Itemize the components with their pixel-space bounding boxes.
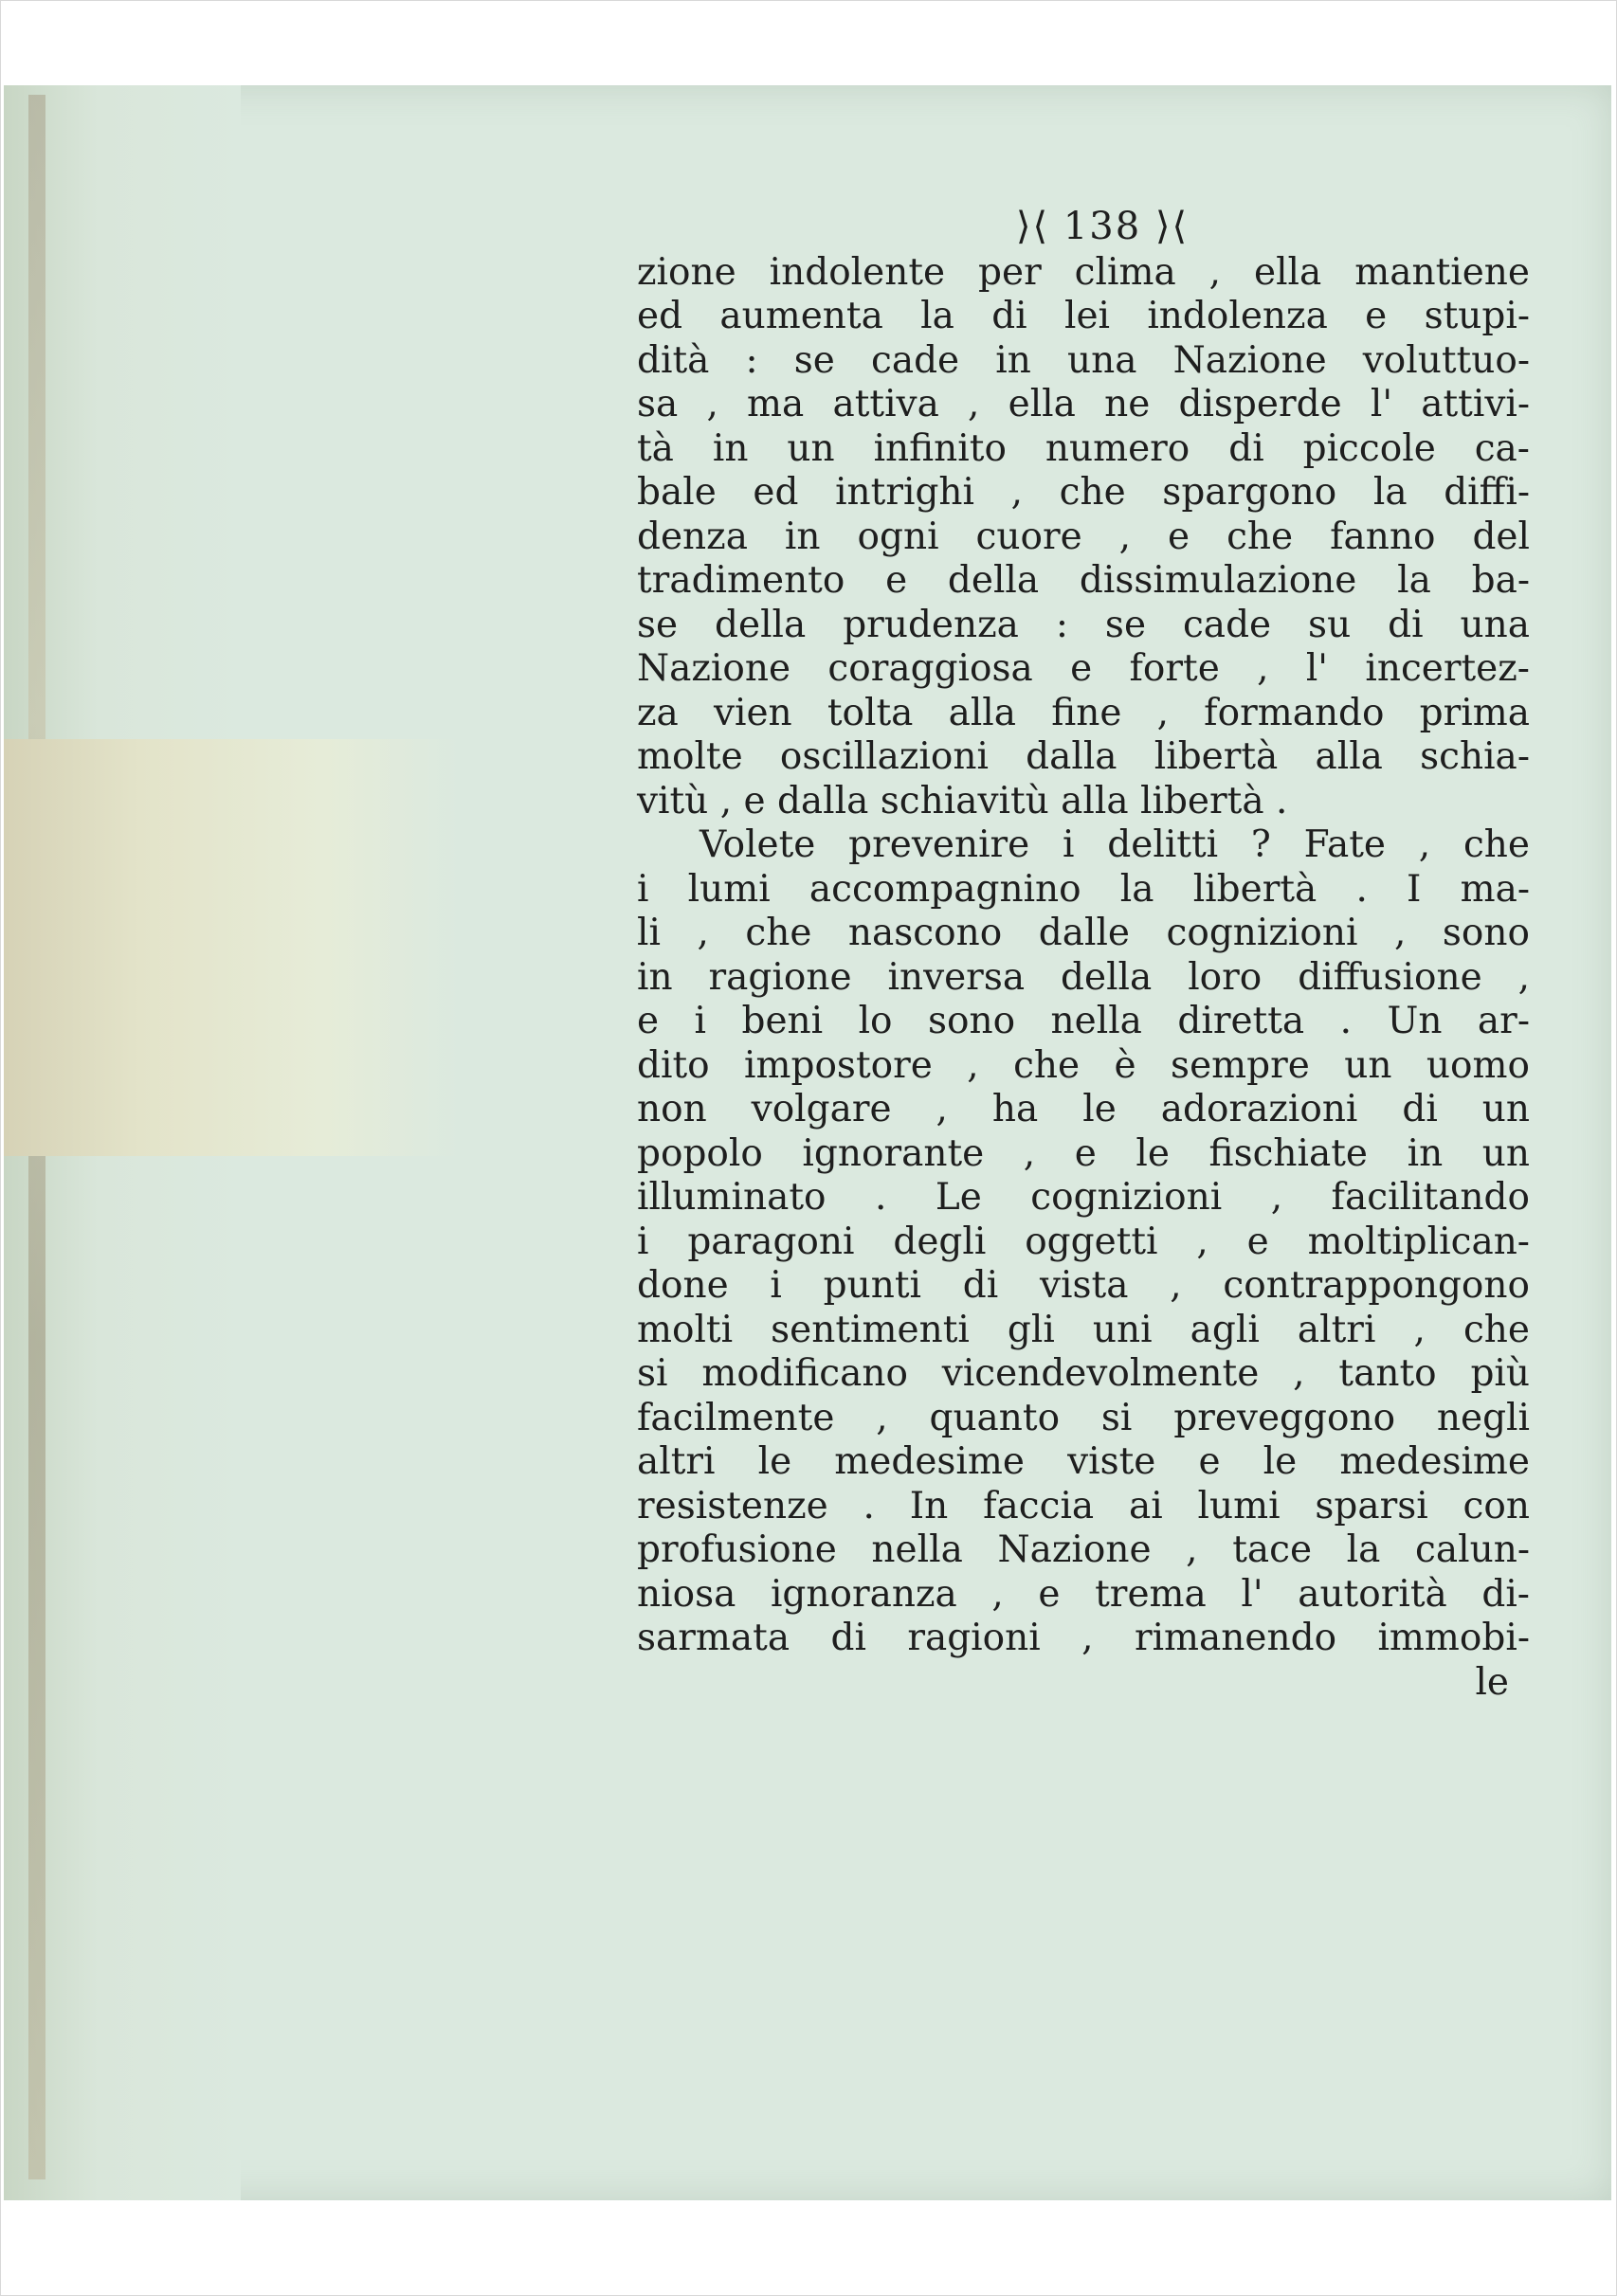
text-line: done i punti di vista , contrappongono: [637, 1264, 1530, 1307]
text-line: e i beni lo sono nella diretta . Un ar-: [637, 1000, 1530, 1042]
text-line: profusione nella Nazione , tace la calun-: [637, 1528, 1530, 1571]
text-line: si modificano vicendevolmente , tanto più: [637, 1352, 1530, 1395]
text-line: se della prudenza : se cade su di una: [637, 603, 1530, 646]
text-line: sa , ma attiva , ella ne disperde l' attivi-: [637, 383, 1530, 425]
catchword: le: [1475, 1660, 1509, 1704]
edge-stain: [4, 739, 459, 1156]
text-line: i paragoni degli oggetti , e moltiplican-: [637, 1220, 1530, 1263]
text-line: resistenze . In faccia ai lumi sparsi con: [637, 1484, 1530, 1528]
page-text: [637, 205, 1530, 1705]
text-line: za vien tolta alla fine , formando prima: [637, 691, 1530, 734]
text-line: tradimento e della dissimulazione la ba-: [637, 559, 1530, 602]
text-line: in ragione inversa della loro diffusione ,: [637, 955, 1530, 999]
text-line: molte oscillazioni dalla libertà alla schia-: [637, 735, 1530, 778]
text-line: Volete prevenire i delitti ? Fate , che: [699, 823, 1530, 866]
page-number-header: ⟩⟨ 138 ⟩⟨: [1015, 205, 1190, 248]
text-line: tà in un infinito numero di piccole ca-: [637, 426, 1530, 470]
text-line: niosa ignoranza , e trema l' autorità di-: [637, 1572, 1530, 1616]
text-line: illuminato . Le cognizioni , facilitando: [637, 1176, 1530, 1219]
text-line: sarmata di ragioni , rimanendo immobi-: [637, 1617, 1530, 1659]
text-line: non volgare , ha le adorazioni di un: [637, 1088, 1530, 1130]
text-line: popolo ignorante , e le fischiate in un: [637, 1131, 1530, 1175]
text-line: zione indolente per clima , ella mantiene: [637, 250, 1530, 294]
text-line: vitù , e dalla schiavitù alla libertà .: [637, 779, 1288, 823]
text-line: facilmente , quanto si preveggono negli: [637, 1396, 1530, 1439]
text-line: denza in ogni cuore , e che fanno del: [637, 515, 1530, 558]
text-line: Nazione coraggiosa e forte , l' incertez-: [637, 647, 1530, 690]
text-line: altri le medesime viste e le medesime: [637, 1440, 1530, 1483]
text-line: dità : se cade in una Nazione voluttuo-: [637, 338, 1530, 382]
text-line: dito impostore , che è sempre un uomo: [637, 1043, 1530, 1087]
text-line: bale ed intrighi , che spargono la diffi-: [637, 471, 1530, 514]
text-line: ed aumenta la di lei indolenza e stupi-: [637, 295, 1530, 337]
text-line: li , che nascono dalle cognizioni , sono: [637, 912, 1530, 954]
text-line: molti sentimenti gli uni agli altri , che: [637, 1308, 1530, 1351]
text-line: i lumi accompagnino la libertà . I ma-: [637, 867, 1530, 911]
